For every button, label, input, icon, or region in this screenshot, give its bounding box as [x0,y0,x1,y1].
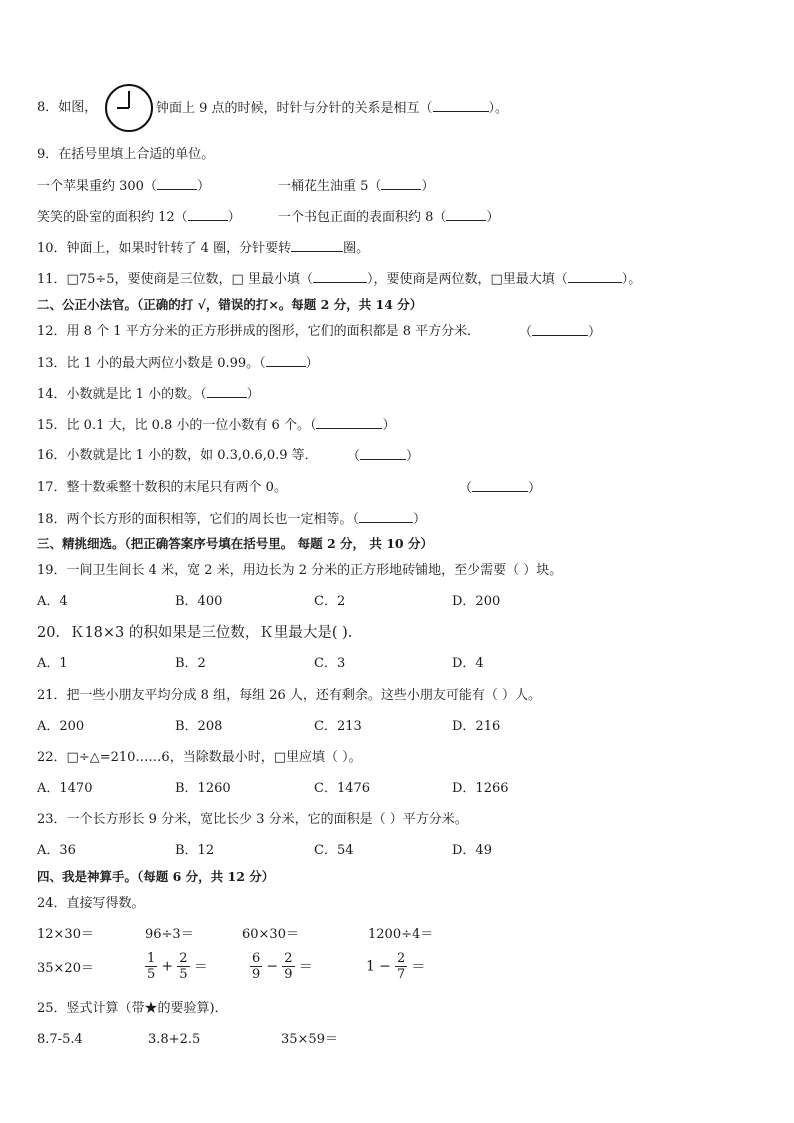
q22-option-c[interactable]: C．1476 [314,781,371,796]
q19-option-c[interactable]: C．2 [314,594,346,609]
q24-fraction-diff [250,951,313,982]
q9c-text: 笑笑的卧室的面积约 12（ [37,210,188,225]
section-4-heading: 四、我是神算手。（每题 6 分，共 12 分） [37,869,275,884]
q23-option-c[interactable]: C．54 [314,843,354,858]
q18-blank[interactable] [359,510,413,523]
q8-prefix: 8．如图， [37,100,98,115]
q23-option-b[interactable]: B．12 [175,843,215,858]
equals: ＝ [411,959,426,976]
q23-option-a[interactable]: A．36 [37,843,76,858]
q22-option-d[interactable]: D．1266 [452,781,509,796]
q15 [37,416,395,435]
q25-item-1: 8.7-5.4 [37,1032,83,1047]
q17-blank[interactable] [472,479,528,492]
fraction-1-5 [145,951,157,982]
q8-text [156,99,508,118]
q14-blank[interactable] [207,385,247,398]
q10 [37,239,369,258]
q20-option-c[interactable]: C．3 [314,656,346,671]
q15-close: ） [382,418,396,433]
q24-title: 24．直接写得数。 [37,896,145,911]
q21-text: 21．把一些小朋友平均分成 8 组，每组 26 人，还有剩余。这些小朋友可能有（ ）人。 [37,688,542,703]
equals: ＝ [298,959,313,976]
q21-option-a[interactable]: A．200 [37,719,85,734]
q9d-blank[interactable] [446,208,486,221]
q9b-close: ） [421,179,435,194]
q9d-close: ） [486,210,500,225]
fraction-2-5 [177,951,189,982]
q13 [37,354,319,373]
q16-answer [347,447,419,466]
q11 [37,270,641,289]
q9b-blank[interactable] [381,177,421,190]
q19-option-d[interactable]: D．200 [452,594,501,609]
q13-text: 13．比 1 小的最大两位小数是 0.99。（ [37,356,266,371]
q24-r1-c3: 60×30＝ [242,927,299,942]
q16-text: 16．小数就是比 1 小的数，如 0.3,0.6,0.9 等． [37,448,318,463]
numerator: 1 [147,951,156,966]
q8-blank[interactable] [433,99,489,112]
q13-blank[interactable] [266,354,306,367]
denominator: 9 [252,967,261,982]
q24-r2-c1: 35×20＝ [37,961,94,976]
q25-item-2: 3.8+2.5 [148,1032,201,1047]
q9a-text: 一个苹果重约 300（ [37,179,157,194]
denominator: 5 [179,967,188,982]
operator: + [161,958,174,975]
q17-answer [459,479,541,498]
q23-text: 23．一个长方形长 9 分米，宽比长少 3 分米，它的面积是（ ）平方分米。 [37,812,468,827]
q16-close: ） [406,449,420,464]
numerator: 2 [284,951,293,966]
q10-text: 10．钟面上，如果时针转了 4 圈，分针要转 [37,241,292,256]
q12-blank[interactable] [532,323,588,336]
q24-r1-c4: 1200÷4＝ [368,927,434,942]
numerator: 2 [396,951,406,966]
q25-item-3: 35×59＝ [281,1032,338,1047]
fraction-2-7 [395,951,407,982]
q22-text: 22．□÷△=210……6，当除数最小时，□里应填（ ）。 [37,750,362,765]
q19-text: 19．一间卫生间长 4 米，宽 2 米，用边长为 2 分米的正方形地砖铺地，至少需要（ ）块。 [37,563,563,578]
q9c-blank[interactable] [188,208,228,221]
q9c-close: ） [227,210,241,225]
operator: − [266,958,279,975]
equals: ＝ [193,959,208,976]
q22-option-b[interactable]: B．1260 [175,781,231,796]
q24-r1-c2: 96÷3＝ [145,927,194,942]
q25-title: 25．竖式计算（带★的要验算)． [37,1001,228,1016]
q9d [278,208,499,227]
denominator: 9 [284,967,293,982]
q24-whole-minus-fraction [366,951,425,982]
q11-blank-2[interactable] [568,270,622,283]
q11-blank-1[interactable] [313,270,367,283]
numerator: 6 [252,951,261,966]
q17-open: （ [459,481,473,496]
q21-option-d[interactable]: D．216 [452,719,501,734]
q14 [37,385,260,404]
q11-part-c: ）。 [621,272,642,287]
q9-title: 9．在括号里填上合适的单位。 [37,147,215,162]
q8-text-body: 钟面上 9 点的时候，时针与分针的关系是相互（ [156,101,433,116]
q12-close: ） [588,325,602,340]
q14-text: 14．小数就是比 1 小的数。（ [37,387,207,402]
q9a-blank[interactable] [157,177,197,190]
q20-text: 20．Ｋ18×3 的积如果是三位数，Ｋ里最大是( ). [37,625,353,641]
q10-close: 圈。 [343,241,370,256]
section-3-heading: 三、精挑细选。（把正确答案序号填在括号里。 每题 2 分， 共 10 分） [37,536,433,551]
q17-close: ） [528,481,542,496]
q23-option-d[interactable]: D．49 [452,843,492,858]
section-2-heading: 二、公正小法官。（正确的打 √，错误的打×。每题 2 分，共 14 分） [37,297,423,312]
q20-option-a[interactable]: A．1 [37,656,68,671]
q9b-text: 一桶花生油重 5（ [278,179,382,194]
q12-text: 12．用 8 个 1 平方分米的正方形拼成的图形，它们的面积都是 8 平方分米． [37,324,481,339]
q18 [37,510,426,529]
q9a [37,177,210,196]
denominator: 7 [396,967,406,982]
q19-option-a[interactable]: A．4 [37,594,68,609]
q11-part-a: 11．□75÷5，要使商是三位数，□ 里最小填（ [37,272,313,287]
q10-blank[interactable] [291,239,343,252]
q15-text: 15．比 0.1 大，比 0.8 小的一位小数有 6 个。（ [37,418,317,433]
q9d-text: 一个书包正面的表面积约 8（ [278,210,447,225]
q14-close: ） [246,387,260,402]
q17-text: 17．整十数乘整十数积的末尾只有两个 0。 [37,480,287,495]
q19-option-b[interactable]: B．400 [175,594,223,609]
q18-close: ） [413,512,427,527]
q21-option-b[interactable]: B．208 [175,719,223,734]
whole-number: 1 [366,958,375,975]
fraction-2-9 [282,951,294,982]
q16-open: （ [347,449,361,464]
q9c [37,208,241,227]
q20-option-b[interactable]: B．2 [175,656,206,671]
q16 [37,447,318,465]
q24-r1-c1: 12×30＝ [37,927,94,942]
numerator: 2 [179,951,188,966]
q12-answer [519,323,601,342]
q20-option-d[interactable]: D．4 [452,656,484,671]
denominator: 5 [147,967,156,982]
q15-blank[interactable] [316,416,382,429]
q22-option-a[interactable]: A．1470 [37,781,93,796]
operator: − [379,958,391,975]
q24-fraction-sum [145,951,208,982]
fraction-6-9 [250,951,262,982]
q16-blank[interactable] [360,447,406,460]
q12 [37,323,480,341]
q9b [278,177,434,196]
q8-close: ）。 [488,101,509,116]
q21-option-c[interactable]: C．213 [314,719,362,734]
q17 [37,479,287,497]
q13-close: ） [305,356,319,371]
clock-icon [104,83,154,133]
q11-part-b: ），要使商是两位数，□里最大填（ [366,272,568,287]
q9a-close: ） [196,179,210,194]
q18-text: 18．两个长方形的面积相等，它们的周长也一定相等。（ [37,512,360,527]
q12-open: （ [519,325,533,340]
